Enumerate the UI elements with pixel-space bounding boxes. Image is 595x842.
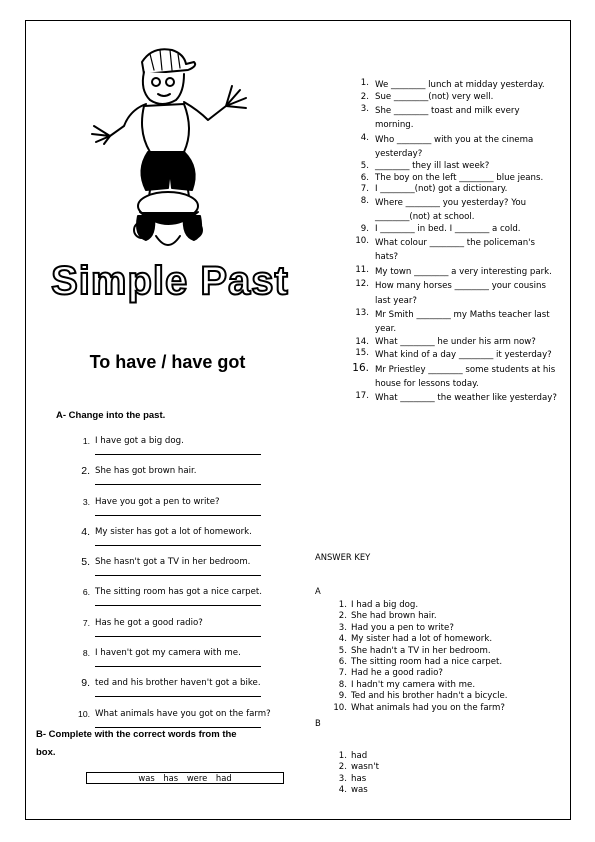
answer-key-a-list (333, 600, 508, 714)
list-item: 5. She hasn't got a TV in her bedroom. (70, 557, 295, 576)
answer-line[interactable] (95, 689, 261, 697)
list-item: 17. What ________ the weather like yesterday? (355, 391, 557, 404)
list-item: 6. The sitting room had a nice carpet. (338, 657, 503, 668)
list-item: 16. Mr Priestley ________ some students at his house for lessons today. (352, 361, 556, 389)
list-item: 1. We ________ lunch at midday yesterday. (360, 78, 545, 90)
skateboarder-illustration (80, 40, 260, 260)
list-item: 7. Had he a good radio? (338, 668, 443, 679)
answer-line[interactable] (95, 447, 261, 455)
answer-key-a-label: A (315, 586, 321, 596)
answer-key-b-label: B (315, 718, 321, 728)
list-item: 6. The boy on the left ________ blue jeans. (360, 172, 544, 183)
answer-key-b-list (333, 751, 379, 797)
list-item: 4. Who ________ with you at the cinema yesterday? (360, 132, 534, 160)
list-item: 11. My town ________ a very interesting park. (355, 264, 552, 277)
list-item: 3. Have you got a pen to write? (70, 497, 295, 516)
answer-line[interactable] (95, 720, 261, 728)
list-item: 3. Had you a pen to write? (338, 622, 454, 633)
answer-key-heading: ANSWER KEY (315, 552, 371, 562)
list-item: 10. What animals had you on the farm? (333, 702, 505, 713)
list-item: 13. Mr Smith ________ my Maths teacher last year. (355, 307, 550, 335)
list-item: 4. My sister had a lot of homework. (338, 634, 493, 645)
answer-line[interactable] (95, 538, 261, 546)
list-item: 1. had (338, 751, 368, 761)
word-box: was has were had (86, 772, 284, 784)
list-item: 8. I hadn't my camera with me. (338, 679, 476, 690)
list-item: 8. Where ________ you yesterday? You ________(not) at school. (360, 195, 527, 223)
answer-line[interactable] (95, 598, 261, 606)
list-item: 9. Ted and his brother hadn't a bicycle. (338, 691, 508, 702)
answer-line[interactable] (95, 659, 261, 667)
page-title: Simple Past (51, 259, 289, 303)
list-item: 1. I have got a big dog. (70, 436, 295, 455)
list-item: 4. was (338, 785, 368, 796)
answer-line[interactable] (95, 568, 261, 576)
section-b-heading: B- Complete with the correct words from the (36, 729, 237, 740)
list-item: 12. How many horses ________ your cousins last year? (355, 279, 546, 306)
list-item: 4. My sister has got a lot of homework. (70, 527, 295, 546)
list-item: 9. I ________ in bed. I ________ a cold. (360, 224, 521, 235)
list-item: 9. ted and his brother haven't got a bike. (70, 678, 295, 697)
list-item: 2. Sue ________(not) very well. (360, 92, 494, 103)
title-word-art (50, 258, 290, 304)
list-item: 5. ________ they ill last week? (360, 161, 490, 172)
page-subtitle: To have / have got (89, 352, 246, 372)
section-a-heading: A- Change into the past. (56, 410, 166, 421)
list-item: 8. I haven't got my camera with me. (70, 648, 295, 667)
list-item: 3. has (338, 773, 367, 784)
section-b-heading-cont: box. (36, 747, 56, 758)
list-item: 7. I ________(not) got a dictionary. (360, 184, 508, 195)
section-b-list (350, 78, 560, 406)
list-item: 2. wasn't (338, 762, 379, 773)
list-item: 6. The sitting room has got a nice carpet. (70, 587, 295, 606)
list-item: 10. What colour ________ the policeman's hats? (355, 235, 536, 263)
answer-line[interactable] (95, 477, 261, 485)
list-item: 2. She had brown hair. (338, 611, 437, 622)
section-a-list (70, 436, 295, 739)
list-item: 15. What kind of a day ________ it yesterday? (355, 348, 552, 361)
list-item: 3. She ________ toast and milk every morning. (360, 103, 520, 131)
list-item: 1. I had a big dog. (338, 600, 419, 610)
answer-line[interactable] (95, 508, 261, 516)
list-item: 10. What animals have you got on the farm? (70, 709, 295, 728)
list-item: 2. She has got brown hair. (70, 466, 295, 485)
list-item: 14. What ________ he under his arm now? (355, 336, 536, 347)
list-item: 7. Has he got a good radio? (70, 618, 295, 637)
answer-line[interactable] (95, 629, 261, 637)
list-item: 5. She hadn't a TV in her bedroom. (338, 645, 491, 656)
